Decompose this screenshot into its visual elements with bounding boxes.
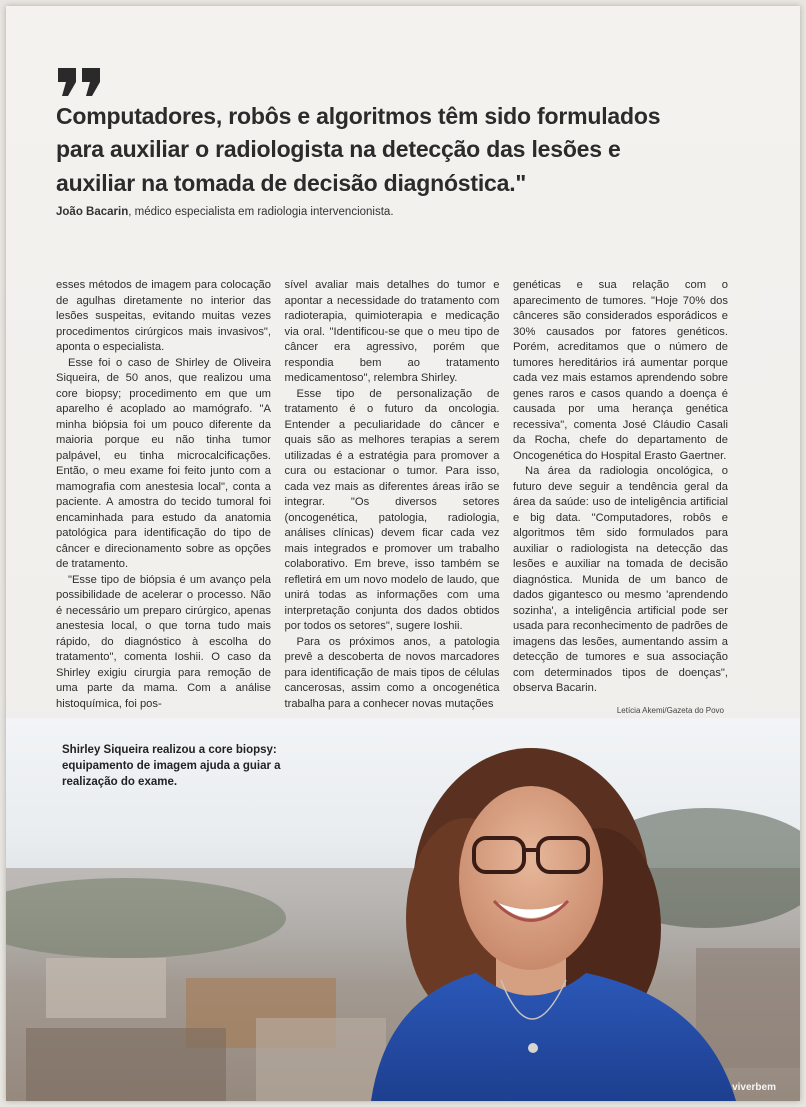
paragraph: sível avaliar mais detalhes do tumor e apontar a necessidade do tratamento com radioterapia, quimioterapia e medicação via oral. "Identificou-se que o meu tipo de câncer era agressivo, porém que respondia bem ao tratamento medicamentoso", relembra Shirley. bbox=[284, 279, 500, 384]
pull-quote: Computadores, robôs e algoritmos têm sido formulados para auxiliar o radiologista na detecção das lesões e auxiliar na tomada de decisão diagnóstica." bbox=[56, 103, 661, 196]
photo-credit: Letícia Akemi/Gazeta do Povo bbox=[616, 706, 724, 715]
paragraph: Esse foi o caso de Shirley de Oliveira Siqueira, de 50 anos, que realizou uma core biopsy; procedimento em que um aparelho é acoplado ao mamógrafo. "A minha biópsia foi um pouco diferente da maioria porque eu não tinha tumor palpável, eu tinha microcalcificações. Então, o meu exame foi feito junto com a mamografia com anestesia local", conta a paciente. A amostra do tecido tumoral foi encaminhada para estudo da anatomia patológica para identificação do tipo de câncer e direcionamento sobre as opções de tratamento. bbox=[56, 356, 271, 570]
article-column-1 bbox=[56, 278, 271, 712]
paragraph: genéticas e sua relação com o aparecimento de tumores. "Hoje 70% dos cânceres são considerados esporádicos e 30% causados por fatores genéticos. Porém, acreditamos que o número de tumores hereditários irá aumentar porque cada vez mais estamos aprendendo sobre genes raros e casos quando a doença é causada por uma herança genética recessiva", comenta José Cláudio Casali da Rocha, chefe do departamento de Oncogenética do Hospital Erasto Gaertner. bbox=[513, 279, 728, 462]
article-column-2 bbox=[285, 278, 500, 712]
article-columns bbox=[56, 278, 728, 712]
photo-caption: Shirley Siqueira realizou a core biopsy: equipamento de imagem ajuda a guiar a realização do exame. bbox=[62, 744, 281, 788]
quote-mark-icon bbox=[56, 68, 102, 96]
quote-attribution bbox=[56, 205, 676, 220]
paragraph: Na área da radiologia oncológica, o futuro deve seguir a tendência geral da área da saúde: uso de inteligência artificial e big data. "Computadores, robôs e algoritmos têm sido formulados para auxiliar o radiologista na detecção das lesões e auxiliar na tomada de decisão diagnóstica. Munida de um banco de dados gigantesco ou mesmo 'aprendendo sozinha', a inteligência artificial pode ser usada para reconhecimento de padrões de imagens das lesões, aumentando assim a detecção de tumores e sua associação com determinados tipos de doenças", observa Bacarin. bbox=[513, 465, 728, 694]
paragraph: Para os próximos anos, a patologia prevê a descoberta de novos marcadores para identificação de mais tipos de células cancerosas, assim como a oncogenética trabalha para a conhecer novas mutações bbox=[284, 635, 500, 710]
article-column-3 bbox=[513, 278, 728, 712]
quote-author-role: , médico especialista em radiologia intervencionista. bbox=[128, 206, 394, 218]
paragraph: esses métodos de imagem para colocação de agulhas diretamente no interior das lesões suspeitas, evitando muitas vezes procedimentos cirúrgicos mais invasivos", aponta o especialista. bbox=[56, 279, 271, 353]
paragraph: Esse tipo de personalização de tratamento é o futuro da oncologia. Entender a peculiaridade do câncer e quais são as melhores terapias a serem utilizadas é a estratégia para promover a cura ou estacionar o tumor. Para isso, cada vez mais as diferentes áreas irão se integrar. "Os diversos setores (oncogenética, patologia, radiologia, análises clínicas) devem ficar cada vez mais integrados e promover um trabalho colaborativo. Em breve, isso também se refletirá em um novo modelo de laudo, que unirá todas as informações com uma interpretação conjunta dos dados obtidos por todos os setores", sugere Ioshii. bbox=[284, 387, 500, 632]
magazine-page bbox=[6, 6, 800, 1101]
quote-author: João Bacarin bbox=[56, 206, 129, 218]
magazine-footer-logo: viverbem bbox=[732, 1082, 776, 1093]
paragraph: "Esse tipo de biópsia é um avanço pela possibilidade de acelerar o processo. Não é necessário um preparo cirúrgico, apenas anestesia local, o que torna tudo mais rápido, do diagnóstico à escolha do tratamento", comenta Ioshii. O caso da Shirley exigiu cirurgia para remoção de uma parte da mama. Com a análise histoquímica, foi pos- bbox=[56, 573, 271, 710]
